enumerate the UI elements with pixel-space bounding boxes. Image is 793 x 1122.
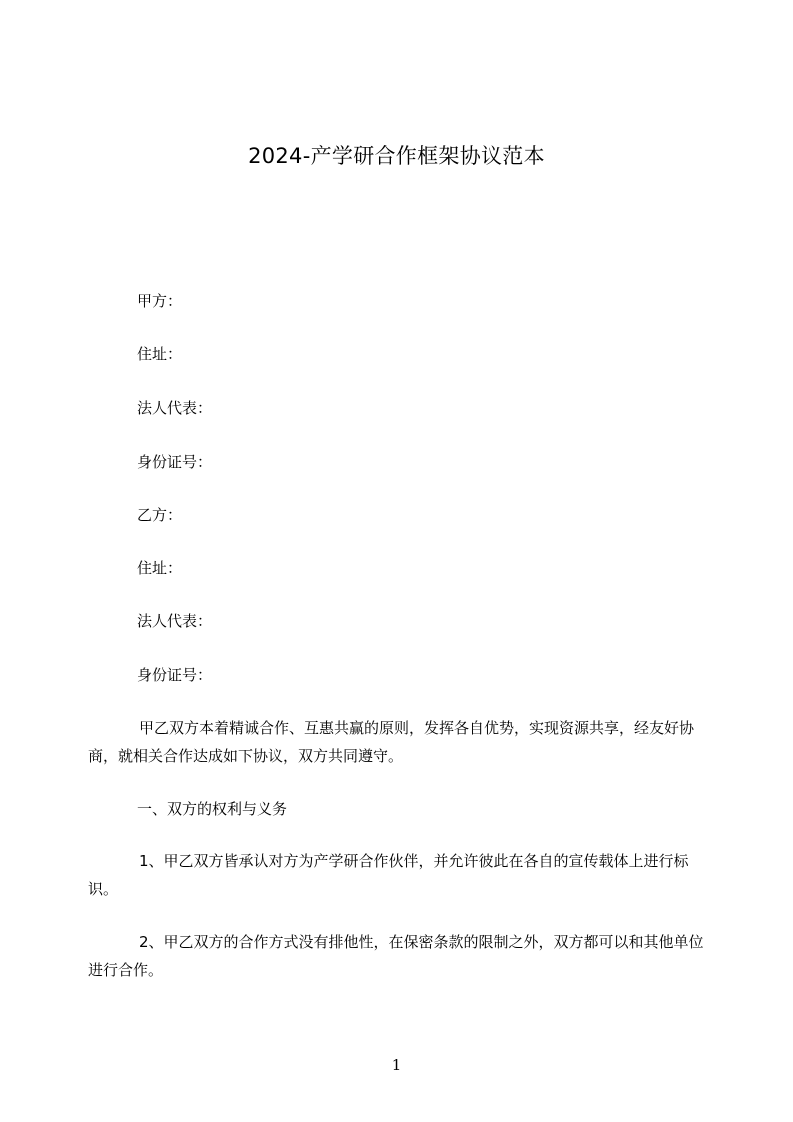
clause-1-paragraph: 1、甲乙双方皆承认对方为产学研合作伙伴，并允许彼此在各自的宣传载体上进行标识。 (88, 852, 689, 898)
party-b-legal-rep-label: 法人代表： (137, 612, 213, 630)
section-1-heading: 一、双方的权利与义务 (137, 800, 288, 818)
document-title: 2024-产学研合作框架协议范本 (248, 144, 545, 168)
party-b-address-label: 住址： (137, 559, 183, 577)
party-a-name-label: 甲方： (137, 292, 183, 310)
clause-2-paragraph: 2、甲乙双方的合作方式没有排他性，在保密条款的限制之外，双方都可以和其他单位进行合作。 (88, 933, 704, 979)
party-a-id-label: 身份证号： (137, 453, 213, 471)
party-a-address-label: 住址： (137, 345, 183, 363)
page-number: 1 (391, 1056, 402, 1074)
party-b-name-label: 乙方： (137, 506, 183, 524)
intro-paragraph: 甲乙双方本着精诚合作、互惠共赢的原则，发挥各自优势，实现资源共享，经友好协商，就相关合作达成如下协议，双方共同遵守。 (88, 719, 695, 765)
party-b-id-label: 身份证号： (137, 666, 213, 684)
party-a-legal-rep-label: 法人代表： (137, 399, 213, 417)
